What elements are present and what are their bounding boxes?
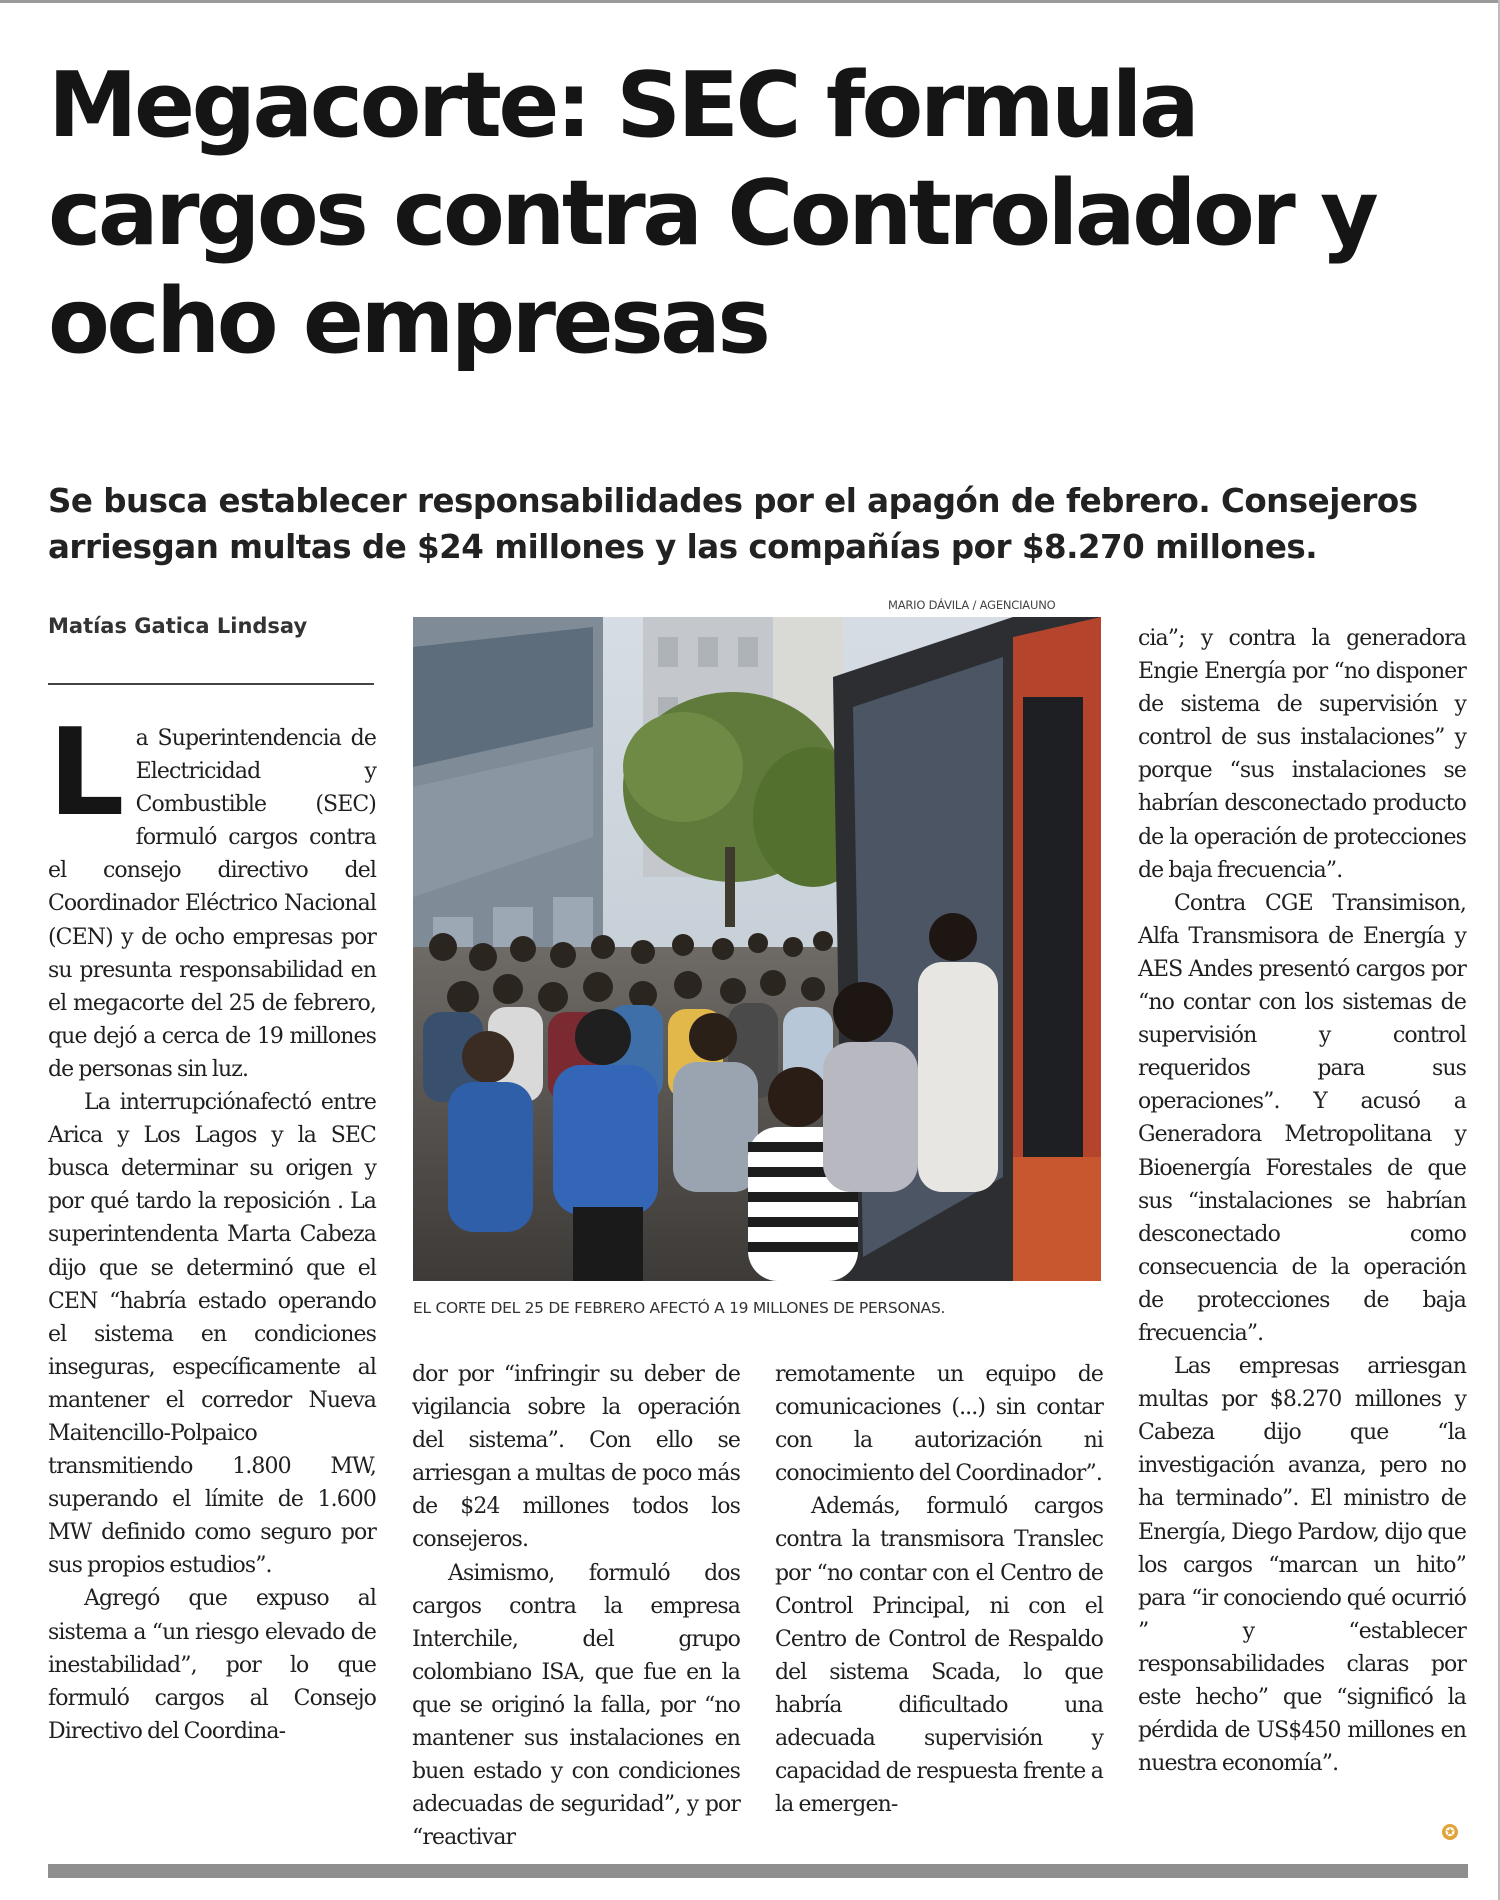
deck-subtitle: Se busca establecer responsabilidades por el apagón de febrero. Consejeros arriesgan multas de $24 millones y las compañías por $8.270 millones.: [48, 482, 1418, 566]
paragraph-3b: dor por “infringir su deber de vigilancia sobre la operación del sistema”. Con ello se arriesgan a multas de poco más de $24 millones todos los consejeros.: [412, 1362, 740, 1553]
photo-credit: MARIO DÁVILA / AGENCIAUNO: [888, 598, 1056, 612]
paragraph-5b: cia”; y contra la generadora Engie Energía por “no disponer de sistema de supervisión y control de sus instalaciones” y porque “sus instalaciones se habrían desconectado producto de la operación de protecciones de baja frecuencia”.: [1138, 626, 1466, 883]
paragraph-2: La interrupciónafectó entre Arica y Los Lagos y la SEC busca determinar su origen y por qué tardo la reposición . La superintendenta Marta Cabeza dijo que se determinó que el CEN “habría estado operando el sistema en condiciones inseguras, específicamente al mantener el corredor Nueva Maitencillo-Polpaico transmitiendo 1.800 MW, superando el límite de 1.600 MW definido como seguro por sus propios estudios”.: [48, 1090, 376, 1579]
photo-caption: EL CORTE DEL 25 DE FEBRERO AFECTÓ A 19 MILLONES DE PERSONAS.: [413, 1299, 946, 1317]
byline-divider: [48, 683, 374, 685]
star-icon: ✪: [1442, 1824, 1458, 1840]
paragraph-3a: Agregó que expuso al sistema a “un riesgo elevado de inestabilidad”, por lo que formuló cargos al Consejo Directivo del Coordina-: [48, 1586, 376, 1744]
drop-cap: L: [48, 704, 124, 843]
photo-illustration: [413, 617, 1101, 1281]
article-column-2: [412, 1358, 740, 1854]
byline: Matías Gatica Lindsay: [48, 614, 308, 638]
article-column-3: [775, 1358, 1103, 1821]
article-column-1: [48, 704, 376, 1748]
bottom-rule: [48, 1864, 1468, 1878]
paragraph-7: Las empresas arriesgan multas por $8.270 millones y Cabeza dijo que “la investigación avanza, pero no ha terminado”. El ministro de Energía, Diego Pardow, dijo que los cargos “marcan un hito” para “ir conociendo qué ocurrió ” y “establecer responsabilidades claras por este hecho” que “significó la pérdida de US$450 millones en nuestra economía”.: [1138, 1354, 1466, 1777]
news-photo-crowd: [413, 617, 1101, 1281]
top-border-line: [0, 0, 1500, 3]
headline: Megacorte: SEC formula cargos contra Controlador y ocho empresas: [48, 53, 1376, 374]
paragraph-4b: remotamente un equipo de comunicaciones (...) sin contar con la autorización ni conocimiento del Coordinador”.: [775, 1362, 1103, 1487]
paragraph-1: [48, 704, 376, 1086]
paragraph-4a: Asimismo, formuló dos cargos contra la empresa Interchile, del grupo colombiano ISA, que fue en la que se originó la falla, por “no mantener sus instalaciones en buen estado y con condiciones adecuadas de seguridad”, y por “reactivar: [412, 1560, 740, 1851]
article-column-4: [1138, 622, 1466, 1780]
paragraph-6: Contra CGE Transimison, Alfa Transmisora de Energía y AES Andes presentó cargos por “no contar con los sistemas de supervisión y control requeridos para sus operaciones”. Y acusó a Generadora Metropolitana y Bioenergía Forestales de que sus “instalaciones se habrían desconectado como consecuencia de la operación de protecciones de baja frecuencia”.: [1138, 890, 1466, 1346]
paragraph-5a: Además, formuló cargos contra la transmisora Translec por “no contar con el Centro de Control Principal, ni con el Centro de Control de Respaldo del sistema Scada, lo que habría dificultado una adecuada supervisión y capacidad de respuesta frente a la emergen-: [775, 1494, 1103, 1818]
paragraph-1-text: a Superintendencia de Electricidad y Combustible (SEC) formuló cargos contra el consejo directivo del Coordinador Eléctrico Nacional (CEN) y de ocho empresas por su presunta responsabilidad en el megacorte del 25 de febrero, que dejó a cerca de 19 millones de personas sin luz.: [48, 726, 376, 1082]
